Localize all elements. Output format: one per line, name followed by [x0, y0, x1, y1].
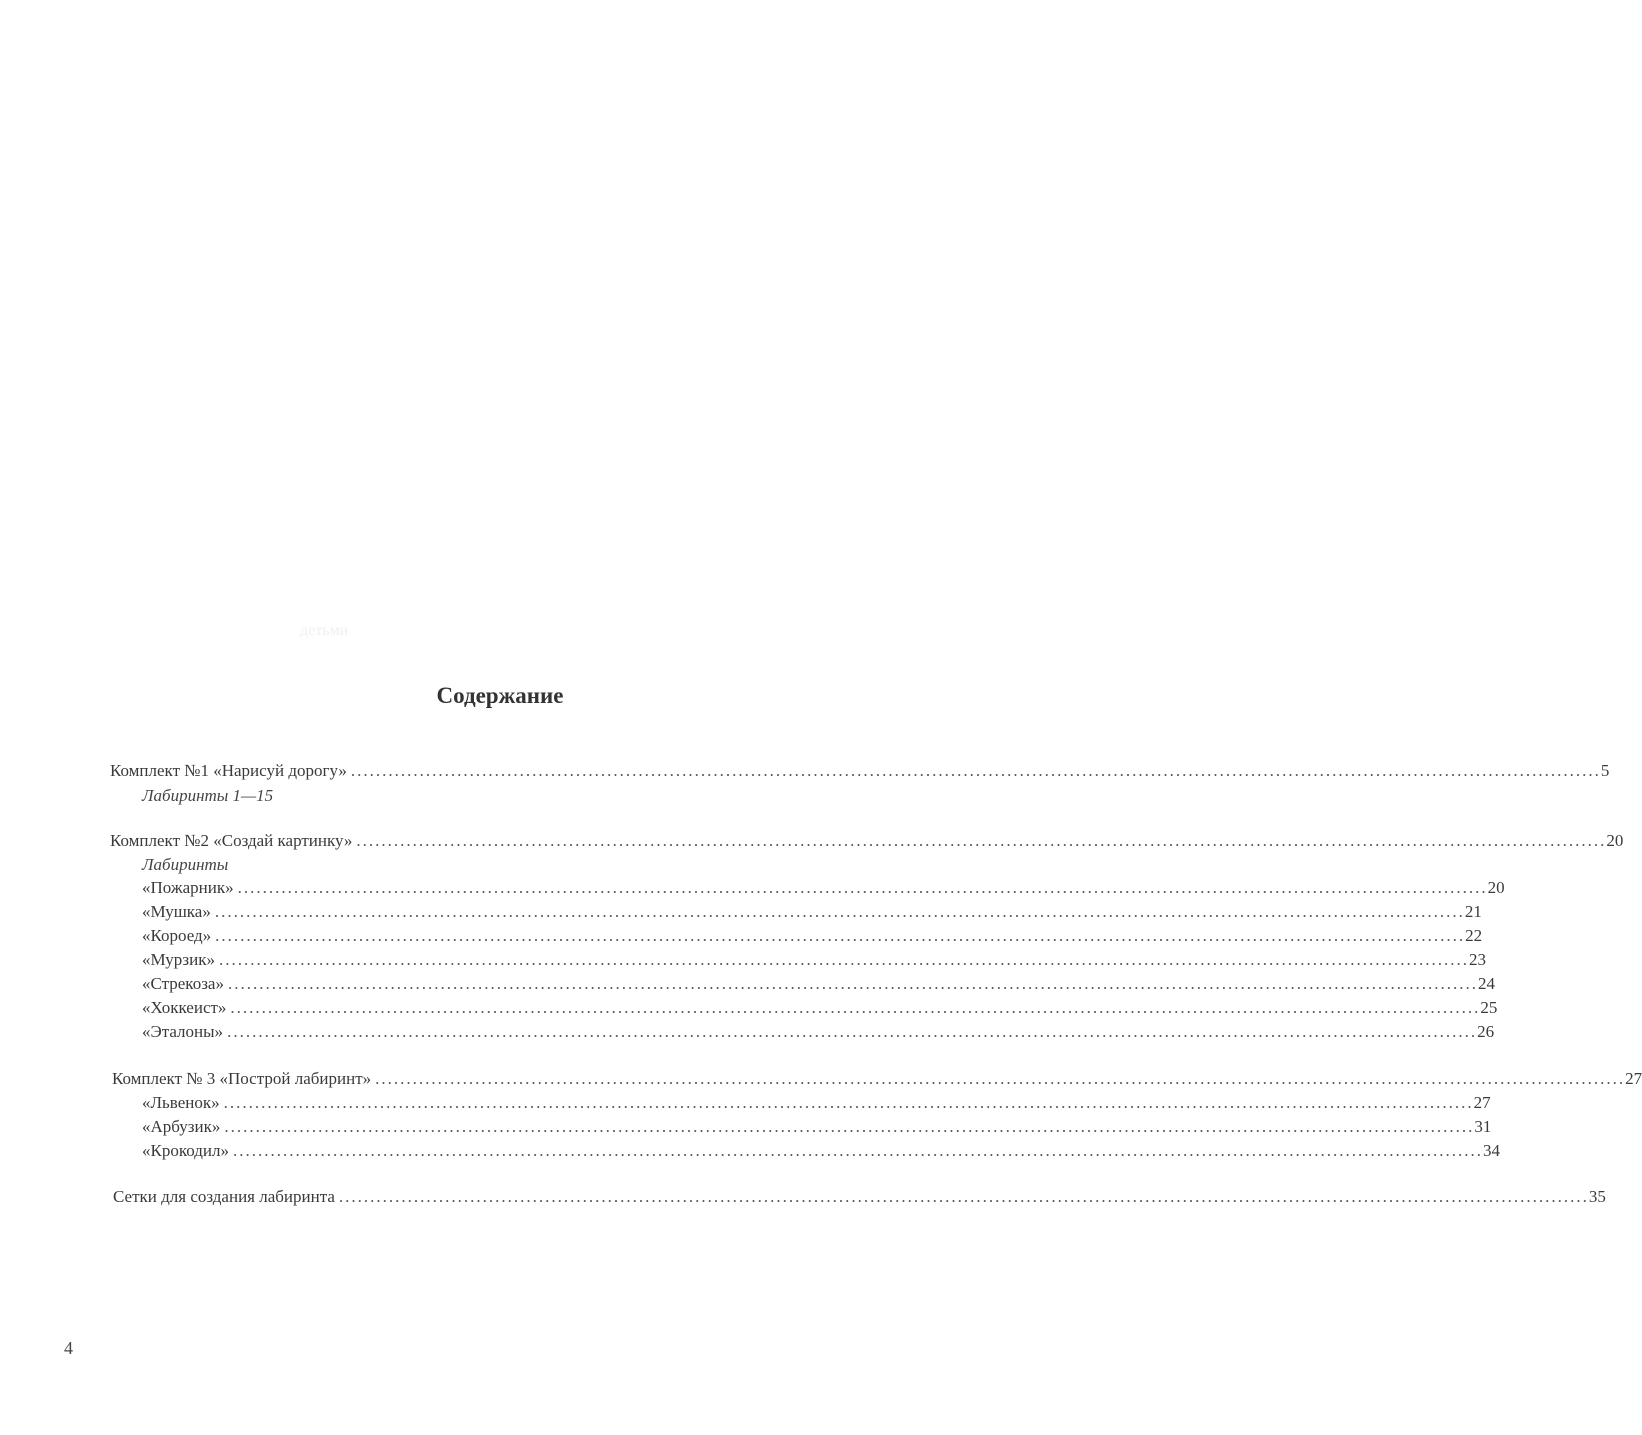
- toc-entry-label: «Эталоны»: [142, 1022, 224, 1041]
- toc-entry-label: «Львенок»: [142, 1093, 220, 1112]
- toc-subtitle-kit1: Лабиринты 1—15: [142, 786, 274, 805]
- toc-entry-page: 22: [1465, 926, 1483, 945]
- toc-entry-page: 20: [1487, 878, 1505, 897]
- toc-subtitle-kit2: Лабиринты: [142, 855, 229, 874]
- toc-entry-kit3-item[interactable]: [142, 1092, 1491, 1114]
- dot-leader: ........................................................................................................................................................................................................: [232, 1141, 1483, 1160]
- toc-entry-label: «Мурзик»: [142, 950, 215, 969]
- toc-entry-label: Комплект № 3 «Построй лабиринт»: [112, 1069, 372, 1088]
- toc-entry-label: «Арбузик»: [142, 1117, 221, 1136]
- toc-entry-kit3[interactable]: [112, 1068, 1642, 1090]
- toc-entry-page: 5: [1600, 761, 1610, 780]
- toc-entry-kit2-item[interactable]: [142, 877, 1505, 899]
- toc-entry-kit1[interactable]: [110, 760, 1610, 782]
- dot-leader: ........................................................................................................................................................................................................: [223, 1093, 1474, 1112]
- toc-entry-page: 31: [1474, 1117, 1492, 1136]
- toc-entry-kit3-item[interactable]: [142, 1116, 1492, 1138]
- toc-entry-page: 25: [1480, 998, 1498, 1017]
- toc-entry-label: «Хоккеист»: [142, 998, 227, 1017]
- toc-entry-kit2-item[interactable]: [142, 1021, 1495, 1043]
- dot-leader: ........................................................................................................................................................................................................: [227, 1022, 1478, 1041]
- toc-entry-page: 21: [1464, 902, 1482, 921]
- toc-entry-label: «Крокодил»: [142, 1141, 229, 1160]
- dot-leader: ........................................................................................................................................................................................................: [375, 1069, 1626, 1088]
- toc-entry-label: Сетки для создания лабиринта: [113, 1187, 335, 1206]
- toc-entry-kit2-item[interactable]: [142, 973, 1495, 995]
- toc-entry-page: 35: [1588, 1187, 1606, 1206]
- dot-leader: ........................................................................................................................................................................................................: [227, 974, 1478, 993]
- toc-entry-label: Комплект №2 «Создай картинку»: [110, 831, 353, 850]
- dot-leader: ........................................................................................................................................................................................................: [338, 1187, 1589, 1206]
- toc-entry-page: 23: [1468, 950, 1486, 969]
- dot-leader: ........................................................................................................................................................................................................: [224, 1117, 1475, 1136]
- dot-leader: ........................................................................................................................................................................................................: [218, 950, 1469, 969]
- toc-entry-page: 24: [1477, 974, 1495, 993]
- toc-entry-kit2-item[interactable]: [142, 925, 1483, 947]
- toc-entry-label: «Мушка»: [142, 902, 211, 921]
- toc-entry-page: 27: [1625, 1069, 1642, 1088]
- toc-entry-label: «Короед»: [142, 926, 212, 945]
- dot-leader: ........................................................................................................................................................................................................: [215, 926, 1466, 945]
- faint-show-through-text: детьми: [300, 622, 349, 639]
- page-number: 4: [64, 1338, 73, 1358]
- toc-entry-page: 27: [1473, 1093, 1491, 1112]
- toc-entry-page: 34: [1482, 1141, 1500, 1160]
- toc-entry-label: «Пожарник»: [142, 878, 234, 897]
- toc-entry-page: 26: [1477, 1022, 1495, 1041]
- dot-leader: ........................................................................................................................................................................................................: [350, 761, 1601, 780]
- toc-entry-kit2-item[interactable]: [142, 997, 1498, 1019]
- toc-entry-label: «Стрекоза»: [142, 974, 224, 993]
- toc-entry-kit2[interactable]: [110, 830, 1624, 852]
- toc-entry-label: Комплект №1 «Нарисуй дорогу»: [110, 761, 347, 780]
- toc-entry-kit3-item[interactable]: [142, 1140, 1500, 1162]
- toc-entry-grids[interactable]: [113, 1186, 1606, 1208]
- dot-leader: ........................................................................................................................................................................................................: [230, 998, 1481, 1017]
- toc-entry-kit2-item[interactable]: [142, 949, 1486, 971]
- toc-entry-page: 20: [1606, 831, 1624, 850]
- dot-leader: ........................................................................................................................................................................................................: [237, 878, 1488, 897]
- toc-entry-kit2-item[interactable]: [142, 901, 1482, 923]
- dot-leader: ........................................................................................................................................................................................................: [356, 831, 1607, 850]
- page-title: Содержание: [436, 683, 564, 708]
- dot-leader: ........................................................................................................................................................................................................: [214, 902, 1465, 921]
